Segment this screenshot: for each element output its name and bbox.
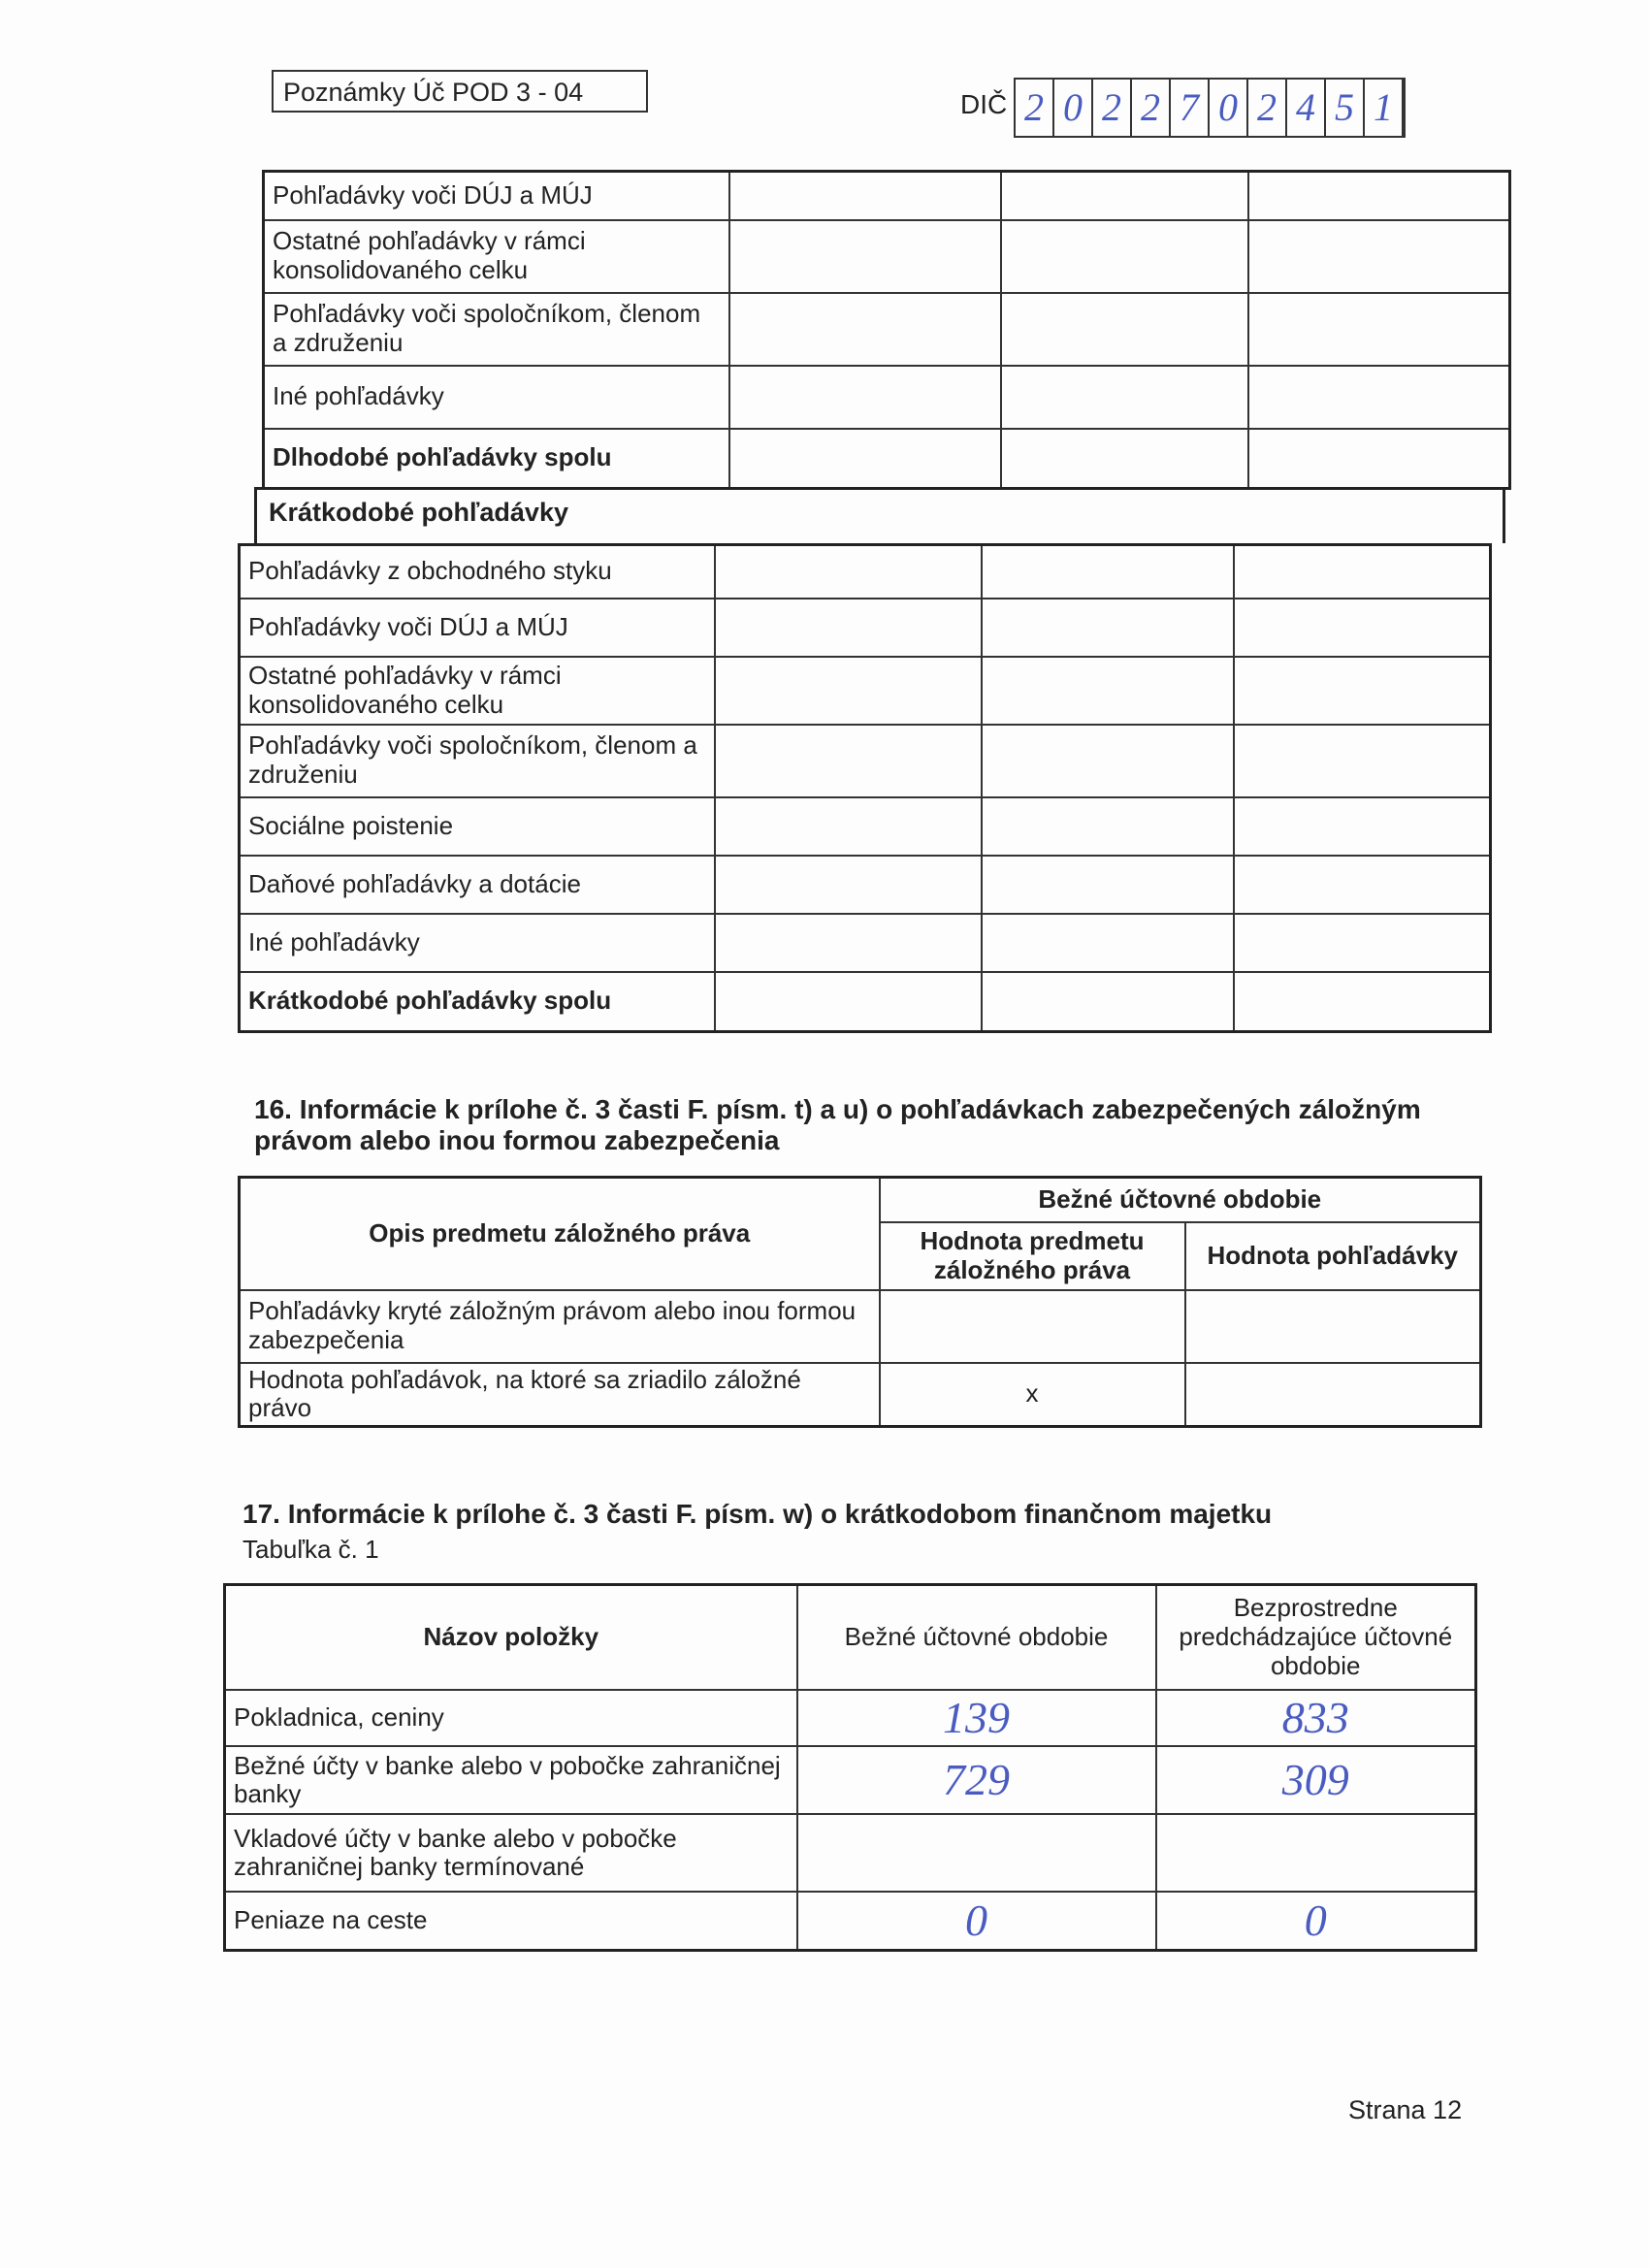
dic-digit: 2	[1248, 80, 1287, 136]
dic-digit: 2	[1016, 80, 1054, 136]
previous-value[interactable]: 309	[1156, 1746, 1476, 1814]
collateral-table	[238, 1176, 1482, 1428]
value-cell[interactable]	[715, 972, 982, 1032]
row-label: Pokladnica, ceniny	[225, 1690, 797, 1747]
col-value-receivables: Hodnota pohľadávky	[1185, 1222, 1481, 1290]
dic-digit: 4	[1287, 80, 1326, 136]
long-term-receivables-table	[262, 170, 1511, 490]
row-label: Pohľadávky voči DÚJ a MÚJ	[264, 172, 729, 220]
value-cell[interactable]	[1248, 220, 1510, 293]
value-cell[interactable]	[1001, 220, 1248, 293]
table-row	[264, 366, 1510, 429]
row-label: Ostatné pohľadávky v rámci konsolidovaného celku	[264, 220, 729, 293]
col-period: Bežné účtovné obdobie	[880, 1178, 1481, 1222]
value-cell[interactable]	[982, 725, 1234, 797]
table-row	[264, 220, 1510, 293]
dic-digit: 7	[1171, 80, 1210, 136]
value-cell[interactable]	[715, 657, 982, 725]
table-row	[240, 972, 1491, 1032]
table-row	[225, 1746, 1476, 1814]
value-cell[interactable]	[1001, 172, 1248, 220]
current-value[interactable]	[797, 1814, 1156, 1892]
value-cell[interactable]	[715, 856, 982, 914]
value-cell[interactable]	[1234, 797, 1491, 856]
dic-digit: 1	[1365, 80, 1404, 136]
table-row	[264, 172, 1510, 220]
row-label: Daňové pohľadávky a dotácie	[240, 856, 715, 914]
value-cell[interactable]	[729, 293, 1001, 366]
short-term-header: Krátkodobé pohľadávky	[254, 487, 1505, 543]
value-cell[interactable]	[729, 429, 1001, 489]
table-row	[225, 1690, 1476, 1747]
row-label: Pohľadávky z obchodného styku	[240, 545, 715, 599]
value-cell[interactable]	[715, 725, 982, 797]
value-cell[interactable]	[715, 914, 982, 972]
row-label: Krátkodobé pohľadávky spolu	[240, 972, 715, 1032]
col-description: Opis predmetu záložného práva	[240, 1178, 880, 1290]
table-row	[240, 545, 1491, 599]
value-cell[interactable]	[1248, 366, 1510, 429]
table-row	[240, 797, 1491, 856]
dic-digit: 0	[1210, 80, 1248, 136]
row-label: Pohľadávky voči DÚJ a MÚJ	[240, 599, 715, 657]
value-cell[interactable]	[1234, 856, 1491, 914]
value-cell[interactable]	[1001, 366, 1248, 429]
table-row	[240, 657, 1491, 725]
col-previous: Bezprostredne predchádzajúce účtovné obdobie	[1156, 1585, 1476, 1690]
value-cell[interactable]	[982, 856, 1234, 914]
value-cell[interactable]	[1234, 725, 1491, 797]
section-16-title: 16. Informácie k prílohe č. 3 časti F. písm. t) a u) o pohľadávkach zabezpečených záložným právom alebo inou formou zabezpečenia	[254, 1094, 1421, 1155]
current-value[interactable]: 0	[797, 1892, 1156, 1950]
section-17-title: 17. Informácie k prílohe č. 3 časti F. písm. w) o krátkodobom finančnom majetku	[242, 1499, 1273, 1529]
dic-label: DIČ	[960, 89, 1008, 119]
form-label: Poznámky Úč POD 3 - 04	[272, 70, 648, 113]
table-row	[225, 1814, 1476, 1892]
value-cell[interactable]	[715, 599, 982, 657]
value-cell[interactable]	[1234, 657, 1491, 725]
value-cell[interactable]	[1248, 293, 1510, 366]
value-cell[interactable]	[715, 797, 982, 856]
row-label: Hodnota pohľadávok, na ktoré sa zriadilo záložné právo	[240, 1363, 880, 1427]
table-row	[240, 599, 1491, 657]
col-current: Bežné účtovné obdobie	[797, 1585, 1156, 1690]
value-cell[interactable]	[1234, 545, 1491, 599]
row-label: Pohľadávky voči spoločníkom, členom a združeniu	[264, 293, 729, 366]
financial-assets-table	[223, 1583, 1477, 1952]
row-label: Pohľadávky voči spoločníkom, členom a združeniu	[240, 725, 715, 797]
current-value[interactable]: 139	[797, 1690, 1156, 1747]
current-value[interactable]: 729	[797, 1746, 1156, 1814]
table-row	[240, 725, 1491, 797]
col-value-subject: Hodnota predmetu záložného práva	[880, 1222, 1185, 1290]
value-cell[interactable]	[982, 545, 1234, 599]
value-cell[interactable]	[729, 172, 1001, 220]
row-label: Peniaze na ceste	[225, 1892, 797, 1950]
value-cell[interactable]	[982, 599, 1234, 657]
row-label: Bežné účty v banke alebo v pobočke zahraničnej banky	[225, 1746, 797, 1814]
table-row	[225, 1892, 1476, 1950]
row-label: Sociálne poistenie	[240, 797, 715, 856]
value-cell[interactable]	[1001, 293, 1248, 366]
dic-field	[1014, 78, 1406, 138]
value-cell[interactable]	[982, 972, 1234, 1032]
table-row	[240, 856, 1491, 914]
value-cell[interactable]: x	[880, 1363, 1185, 1427]
dic-digit: 2	[1132, 80, 1171, 136]
value-cell[interactable]	[715, 545, 982, 599]
value-cell[interactable]	[729, 366, 1001, 429]
short-term-receivables-table	[238, 543, 1492, 1033]
value-cell[interactable]	[1001, 429, 1248, 489]
value-cell[interactable]	[729, 220, 1001, 293]
value-cell[interactable]	[1185, 1363, 1481, 1427]
table-subtitle: Tabuľka č. 1	[242, 1535, 379, 1564]
row-label: Iné pohľadávky	[264, 366, 729, 429]
value-cell[interactable]	[1234, 914, 1491, 972]
value-cell[interactable]	[880, 1290, 1185, 1363]
row-label: Ostatné pohľadávky v rámci konsolidovaného celku	[240, 657, 715, 725]
page-number: Strana 12	[1348, 2095, 1463, 2124]
value-cell[interactable]	[1234, 599, 1491, 657]
previous-value[interactable]: 0	[1156, 1892, 1476, 1950]
dic-digit: 0	[1054, 80, 1093, 136]
table-row	[240, 914, 1491, 972]
previous-value[interactable]: 833	[1156, 1690, 1476, 1747]
previous-value[interactable]	[1156, 1814, 1476, 1892]
value-cell[interactable]	[982, 797, 1234, 856]
value-cell[interactable]	[1248, 429, 1510, 489]
value-cell[interactable]	[982, 657, 1234, 725]
table-row	[264, 429, 1510, 489]
dic-digit: 5	[1326, 80, 1365, 136]
table-row	[264, 293, 1510, 366]
col-name: Názov položky	[225, 1585, 797, 1690]
row-label: Iné pohľadávky	[240, 914, 715, 972]
value-cell[interactable]	[1234, 972, 1491, 1032]
value-cell[interactable]	[1248, 172, 1510, 220]
row-label: Dlhodobé pohľadávky spolu	[264, 429, 729, 489]
row-label: Pohľadávky kryté záložným právom alebo inou formou zabezpečenia	[240, 1290, 880, 1363]
value-cell[interactable]	[1185, 1290, 1481, 1363]
value-cell[interactable]	[982, 914, 1234, 972]
dic-digit: 2	[1093, 80, 1132, 136]
row-label: Vkladové účty v banke alebo v pobočke zahraničnej banky termínované	[225, 1814, 797, 1892]
